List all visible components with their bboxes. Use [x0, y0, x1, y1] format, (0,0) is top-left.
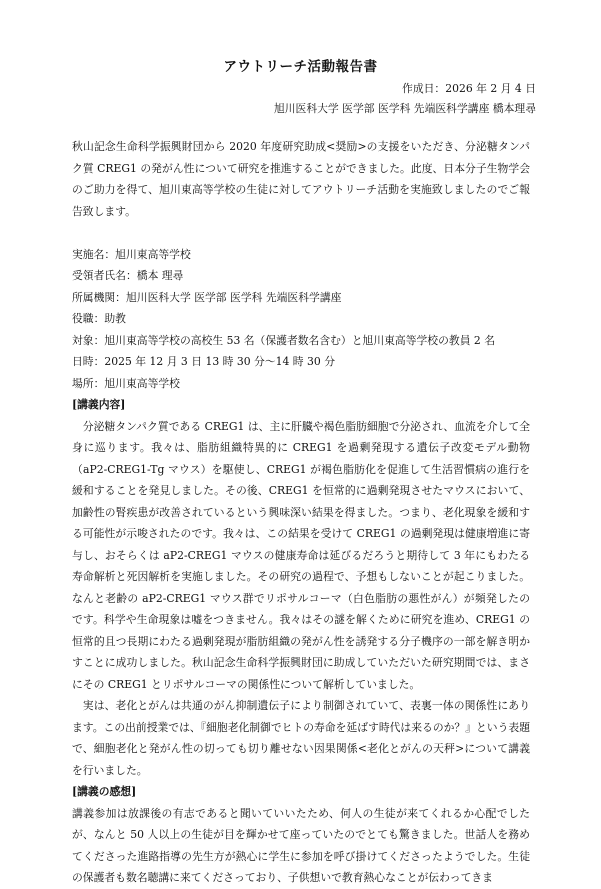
info-audience: 対象：旭川東高等学校の高校生 53 名（保護者数名含む）と旭川東高等学校の教員 2 名: [72, 333, 496, 347]
info-location: 場所：旭川東高等学校: [72, 376, 180, 390]
creation-date: 作成日：2026 年 2 月 4 日: [402, 82, 536, 95]
lecture-impressions-paragraph: 講義参加は放課後の有志であると聞いていいたため、何人の生徒が来てくれるか心配でしたが、なんと 50 人以上の生徒が目を輝かせて座っていたのでとても驚きました。世話人を務めてくださった進路指導の先生方が熱心に学生に参加を呼び掛けてくださったようでした。生徒の保護者も数名聴講に来てくださっており、子供想いで教育熱心なことが伝わってきま: [72, 806, 530, 884]
event-info-list: [72, 244, 530, 395]
lecture-impressions-heading: [講義の感想]: [72, 785, 137, 798]
lecture-content-heading: [講義内容]: [72, 398, 126, 411]
info-event-name: 実施名：旭川東高等学校: [72, 247, 191, 261]
author-affiliation: 旭川医科大学 医学部 医学科 先端医科学講座 橋本理尋: [273, 102, 536, 115]
info-institution: 所属機関：旭川医科大学 医学部 医学科 先端医科学講座: [72, 290, 342, 304]
page-title: アウトリーチ活動報告書: [223, 59, 378, 75]
blank-line: [72, 222, 530, 244]
lecture-content-paragraph-2: 実は、老化とがんは共通のがん抑制遺伝子により制御されていて、表裏一体の関係性にあります。この出前授業では、『細胞老化制御でヒトの寿命を延ばす時代は来るのか？』という表題で、細胞老化と発がん性の切っても切り離せない因果関係<老化とがんの天秤>について講義を行いました。: [72, 699, 530, 777]
lecture-content-paragraph-1: 分泌糖タンパク質である CREG1 は、主に肝臓や褐色脂肪細胞で分泌され、血流を介して全身に巡ります。我々は、脂肪組織特異的に CREG1 を過剰発現する遺伝子改変モデル動物（aP2-CREG1-Tg マウス）を駆使し、CREG1 が褐色脂肪化を促進して生活習慣病の進行を緩和することを発見しました。その後、CREG1 を恒常的に過剰発現させたマウスにおいて、加齢性の腎疾患が改善されているという興味深い結果を得ました。つまり、老化現象を緩和する可能性が示唆されたのです。我々は、この結果を受けて CREG1 の過剰発現は健康増進に寄与し、おそらくは aP2-CREG1 マウスの健康寿命は延びるだろうと期待して 3 年にもわたる寿命解析と死因解析を実施しました。その研究の過程で、予想もしないことが起こりました。なんと老齢の aP2-CREG1 マウス群でリポサルコーマ（白色脂肪の悪性がん）が頻発したのです。科学や生命現象は嘘をつきません。我々はその謎を解くために研究を進め、CREG1 の恒常的且つ長期にわたる過剰発現が脂肪組織の発がん性を誘発する分子機序の一部を解き明かすことに成功しました。秋山記念生命科学振興財団に助成していただいた研究期間では、まさにその CREG1 とリポサルコーマの関係性について解析していました。: [72, 419, 530, 691]
intro-paragraph: 秋山記念生命科学振興財団から 2020 年度研究助成<奨励>の支援をいただき、分泌糖タンパク質 CREG1 の発がん性について研究を推進することができました。此度、日本分子生物学会のご助力を得て、旭川東高等学校の生徒に対してアウトリーチ活動を実施致しましたのでご報告致します。: [72, 140, 530, 218]
report-body: [72, 136, 530, 889]
info-position: 役職：助教: [72, 312, 126, 325]
info-recipient-name: 受領者氏名：橋本 理尋: [72, 269, 184, 282]
info-datetime: 日時：2025 年 12 月 3 日 13 時 30 分～14 時 30 分: [72, 355, 335, 368]
